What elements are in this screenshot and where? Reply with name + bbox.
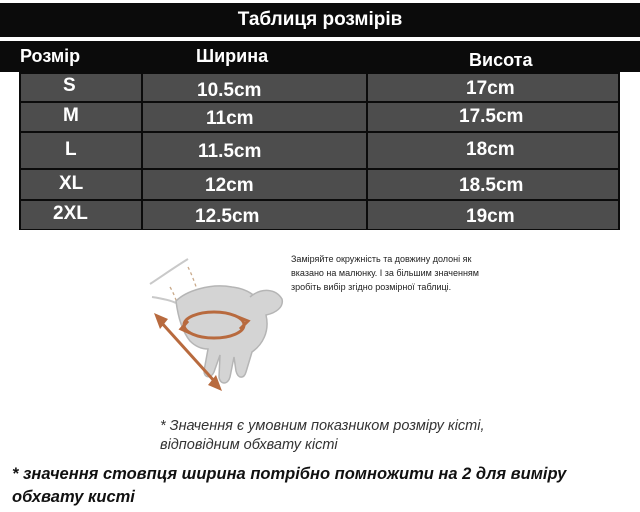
cell-size: S: [21, 74, 141, 101]
cell-height: 17cm: [368, 74, 618, 101]
table-header: [0, 41, 640, 72]
cell-height: 17.5cm: [368, 103, 618, 131]
measurement-instructions: Заміряйте окружність та довжину долоні як вказано на малюнку. І за більшим значенням зробіть вибір згідно розмірної таблиці.: [291, 254, 479, 292]
cell-height: 18cm: [368, 133, 618, 168]
header-width: Ширина: [196, 46, 269, 66]
header-height: Висота: [469, 50, 533, 70]
table-title: Таблиця розмірів: [0, 3, 640, 37]
cell-width: 12.5cm: [143, 201, 366, 229]
cell-height: 19cm: [368, 201, 618, 229]
size-table: [0, 41, 640, 231]
table-body: [19, 72, 620, 230]
header-size: Розмір: [20, 46, 81, 66]
cell-size: M: [21, 103, 141, 131]
table-row: [19, 103, 620, 131]
table-row: [19, 74, 620, 101]
table-row: [19, 170, 620, 199]
cell-size: L: [21, 133, 141, 168]
cell-width: 11cm: [143, 103, 366, 131]
cell-height: 18.5cm: [368, 170, 618, 199]
cell-width: 12cm: [143, 170, 366, 199]
cell-width: 10.5cm: [143, 74, 366, 101]
table-row: [19, 133, 620, 168]
cell-width: 11.5cm: [143, 133, 366, 168]
footer-note: * значення стовпця ширина потрібно помножити на 2 для виміру обхвату кисті: [12, 465, 567, 506]
table-row: [19, 201, 620, 229]
illustration-note: * Значення є умовним показником розміру кісті, відповідним обхвату кісті: [160, 418, 485, 453]
cell-size: 2XL: [21, 201, 141, 229]
cell-size: XL: [21, 170, 141, 199]
